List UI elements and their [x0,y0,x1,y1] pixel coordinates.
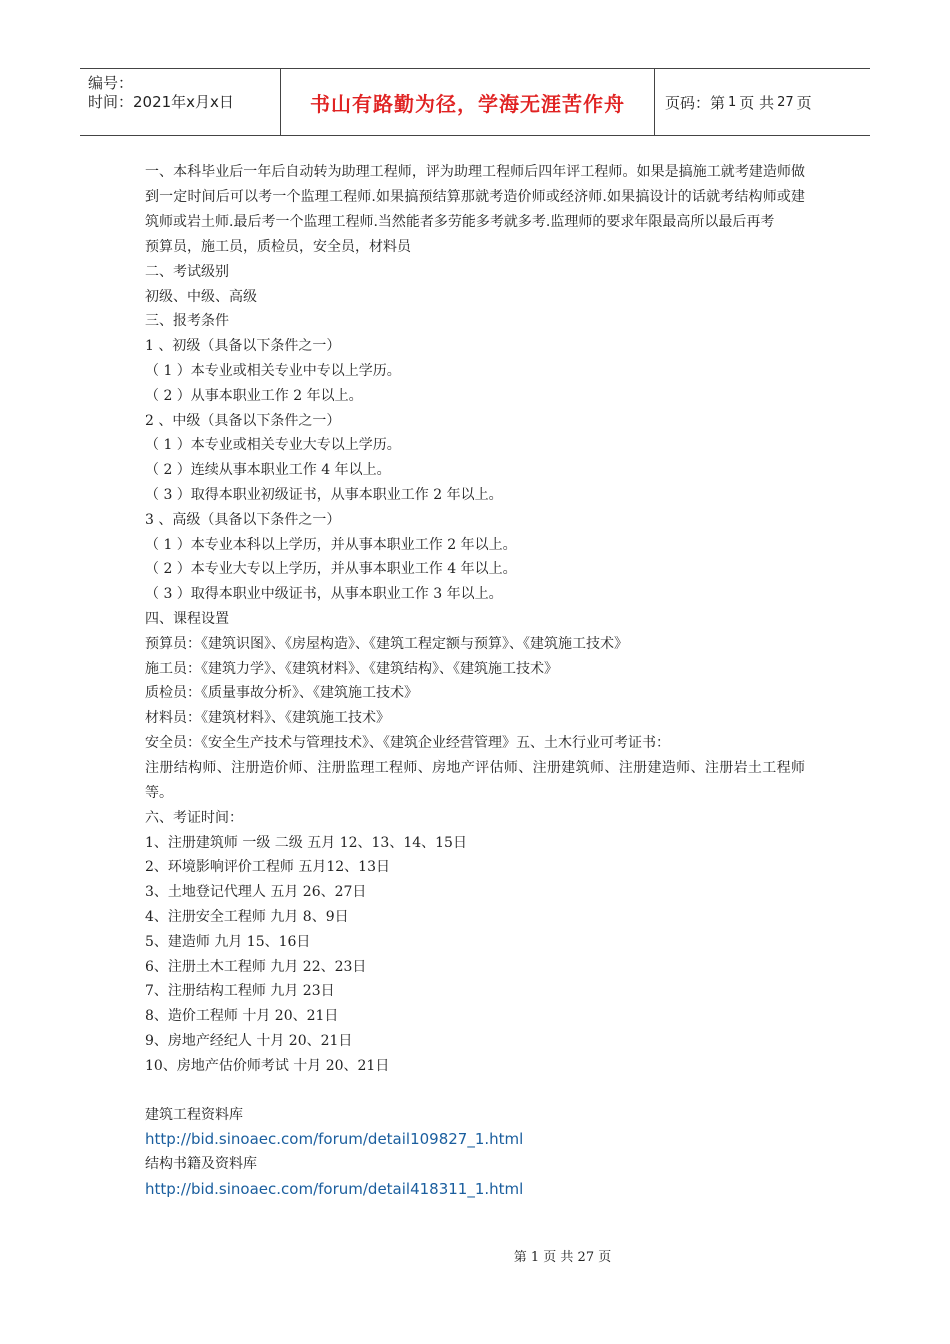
body-line: （ 2 ）从事本职业工作 2 年以上。 [145,387,363,404]
body-line: 质检员：《质量事故分析》、《建筑施工技术》 [145,685,418,702]
body-line: （ 1 ）本专业或相关专业大专以上学历。 [145,437,401,454]
resource-label: 结构书籍及资料库 [145,1156,257,1173]
resource-label: 建筑工程资料库 [145,1106,243,1123]
schedule-item: 1、注册建筑师 一级 二级 五月 12、13、14、15日 [145,834,467,851]
header-meta [80,69,281,135]
schedule-item: 10、房地产估价师考试 十月 20、21日 [145,1057,390,1074]
page-footer [0,1246,950,1265]
certs-paragraph: 注册结构师、注册造价师、注册监理工程师、房地产评估师、注册建筑师、注册建造师、注册岩土工程师等。 [145,759,805,801]
spacer [145,1079,805,1103]
schedule-item: 3、土地登记代理人 五月 26、27日 [145,884,367,901]
body-line: 3 、高级（具备以下条件之一） [145,511,341,528]
footer-page-number: 第 1 页 共 27 页 [513,1250,612,1265]
body-line: （ 2 ）本专业大专以上学历，并从事本职业工作 4 年以上。 [145,561,517,578]
body-line: （ 2 ）连续从事本职业工作 4 年以上。 [145,462,391,479]
body-line: 1 、初级（具备以下条件之一） [145,338,341,355]
body-line: （ 3 ）取得本职业中级证书，从事本职业工作 3 年以上。 [145,586,503,603]
body-line: （ 1 ）本专业本科以上学历，并从事本职业工作 2 年以上。 [145,536,517,553]
section-heading: 二、考试级别 [145,263,229,280]
section-heading: 三、报考条件 [145,313,229,330]
resource-link[interactable]: http://bid.sinoaec.com/forum/detail109827_1.html [145,1130,524,1149]
body-line: 材料员：《建筑材料》、《建筑施工技术》 [145,710,390,727]
body-line: 施工员：《建筑力学》、《建筑材料》、《建筑结构》、《建筑施工技术》 [145,660,558,677]
page-mid: 页 共 [739,93,775,112]
document-number-label: 编号： [88,74,134,92]
document-body [145,160,805,1202]
schedule-item: 5、建造师 九月 15、16日 [145,933,311,950]
page-number: 1 [728,94,737,110]
page-suffix: 页 [796,93,812,112]
header-motto: 书山有路勤为径，学海无涯苦作舟 [310,91,625,116]
header-motto-cell [281,69,655,135]
page-prefix: 页码：第 [665,93,726,112]
schedule-item: 2、环境影响评价工程师 五月12、13日 [145,859,390,876]
intro-paragraph: 一、本科毕业后一年后自动转为助理工程师，评为助理工程师后四年评工程师。如果是搞施工就考建造师做到一定时间后可以考一个监理工程师.如果搞预结算那就考造价师或经济师.如果搞设计的话就考结构师或建筑师或岩土师.最后考一个监理工程师.当然能者多劳能多考就多考.监理师的要求年限最高所以最后再考 [145,164,805,230]
schedule-item: 6、注册土木工程师 九月 22、23日 [145,958,367,975]
body-line: （ 3 ）取得本职业初级证书，从事本职业工作 2 年以上。 [145,486,503,503]
body-line: 初级、中级、高级 [145,288,257,305]
schedule-item: 4、注册安全工程师 九月 8、9日 [145,908,349,925]
schedule-item: 7、注册结构工程师 九月 23日 [145,983,335,1000]
header-page-info [655,69,870,135]
page-header [80,68,870,136]
page-total: 27 [777,94,794,110]
section-heading: 六、考证时间： [145,809,243,826]
document-time-label: 时间：2021年x月x日 [88,93,234,111]
body-line: 2 、中级（具备以下条件之一） [145,412,341,429]
body-line: 预算员，施工员，质检员，安全员，材料员 [145,239,411,255]
body-line: 安全员：《安全生产技术与管理技术》、《建筑企业经营管理》五、土木行业可考证书： [145,734,670,751]
schedule-item: 8、造价工程师 十月 20、21日 [145,1008,339,1025]
section-heading: 四、课程设置 [145,610,229,627]
resource-link[interactable]: http://bid.sinoaec.com/forum/detail418311_1.html [145,1180,524,1199]
body-line: 预算员：《建筑识图》、《房屋构造》、《建筑工程定额与预算》、《建筑施工技术》 [145,635,628,652]
body-line: （ 1 ）本专业或相关专业中专以上学历。 [145,362,401,379]
schedule-item: 9、房地产经纪人 十月 20、21日 [145,1032,353,1049]
